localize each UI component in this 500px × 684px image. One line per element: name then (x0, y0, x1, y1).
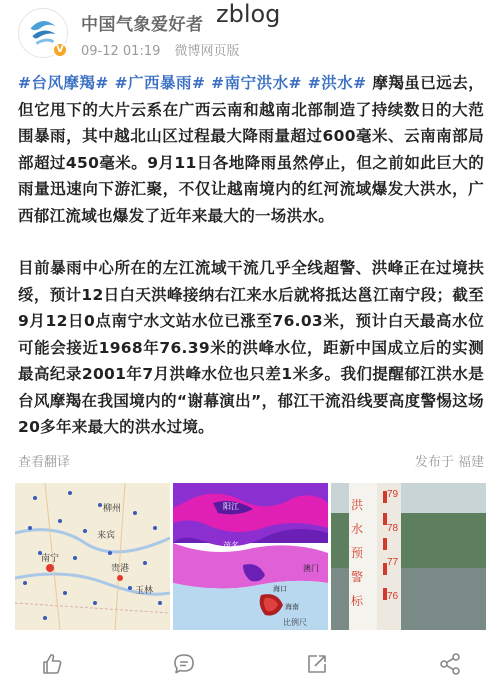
post-header (0, 0, 500, 68)
post-text: 摩羯虽已远去，但它甩下的大片云系在广西云南和越南北部制造了持续数日的大范围暴雨，其中越北山区过程最大降雨量超过600毫米、云南南部局部超过450毫米。9月11日各地降雨虽然停止，但之前如此巨大的雨量迅速向下游汇聚，不仅让越南境内的红河流域爆发大洪水，广西郁江流域也爆发了近年来最大的一场洪水。 (18, 74, 485, 225)
gauge-text: 标 (351, 594, 364, 608)
gauge-text: 洪 (351, 498, 364, 512)
rain-label: 比例尺 (283, 618, 307, 627)
share-icon[interactable] (438, 652, 462, 676)
post-date: 09-12 01:19 (81, 44, 161, 59)
rain-label: 海口 (273, 586, 287, 593)
gauge-number: 76 (387, 591, 399, 602)
hashtag-link[interactable]: #广西暴雨# (114, 74, 206, 92)
rain-label: 阳江 (223, 502, 239, 511)
translate-link[interactable]: 查看翻译 (18, 455, 71, 470)
hashtag-link[interactable]: #台风摩羯# (18, 74, 109, 92)
post-body (18, 70, 484, 467)
post-source: 微博网页版 (174, 44, 240, 59)
map-label: 贵港 (111, 563, 130, 573)
gauge-text: 水 (351, 522, 364, 536)
post-location: 发布于 福建 (414, 455, 484, 470)
map-label: 南宁 (41, 553, 60, 563)
gauge-number: 79 (387, 489, 399, 500)
image-grid (15, 483, 485, 630)
hashtag-link[interactable]: #南宁洪水# (211, 74, 302, 92)
comment-icon[interactable] (172, 652, 196, 676)
gauge-text: 警 (351, 570, 364, 584)
post-meta (81, 40, 250, 59)
flood-gauge-image[interactable] (331, 483, 486, 630)
rain-label: 茂名 (223, 541, 239, 550)
action-bar (0, 648, 500, 684)
repost-icon[interactable] (305, 652, 329, 676)
map-label: 玉林 (135, 585, 154, 595)
rain-label: 澳门 (303, 564, 319, 573)
map-label: 柳州 (103, 503, 122, 513)
like-icon[interactable] (40, 652, 64, 676)
map-image[interactable] (15, 483, 170, 630)
gauge-text: 预 (351, 546, 364, 560)
watermark: zblog (216, 0, 281, 28)
hashtag-link[interactable]: #洪水# (307, 74, 367, 92)
gauge-number: 78 (387, 523, 399, 534)
gauge-number: 77 (387, 557, 399, 568)
rainfall-image[interactable] (173, 483, 328, 630)
username[interactable]: 中国气象爱好者 (81, 15, 204, 35)
post-footer-row (18, 451, 484, 469)
post-paragraph-2: 目前暴雨中心所在的左江流域干流几乎全线超警、洪峰正在过境扶绥，预计12日白天洪峰接纳右江来水后就将抵达邕江南宁段；截至9月12日0点南宁水文站水位已涨至76.03米，预计白天最高水位可能会接近1968年76.39米的洪峰水位，距新中国成立后的实测最高纪录2001年7月洪峰水位也只差1米多。我们提醒郁江洪水是台风摩羯在我国境内的“谢幕演出”，郁江干流沿线要高度警惕这场20多年来最大的洪水过境。 (18, 259, 484, 436)
verified-badge-icon: V (52, 42, 68, 58)
rain-label: 海南 (285, 604, 299, 611)
map-label: 来宾 (97, 530, 116, 540)
post-paragraph-1 (18, 70, 484, 229)
